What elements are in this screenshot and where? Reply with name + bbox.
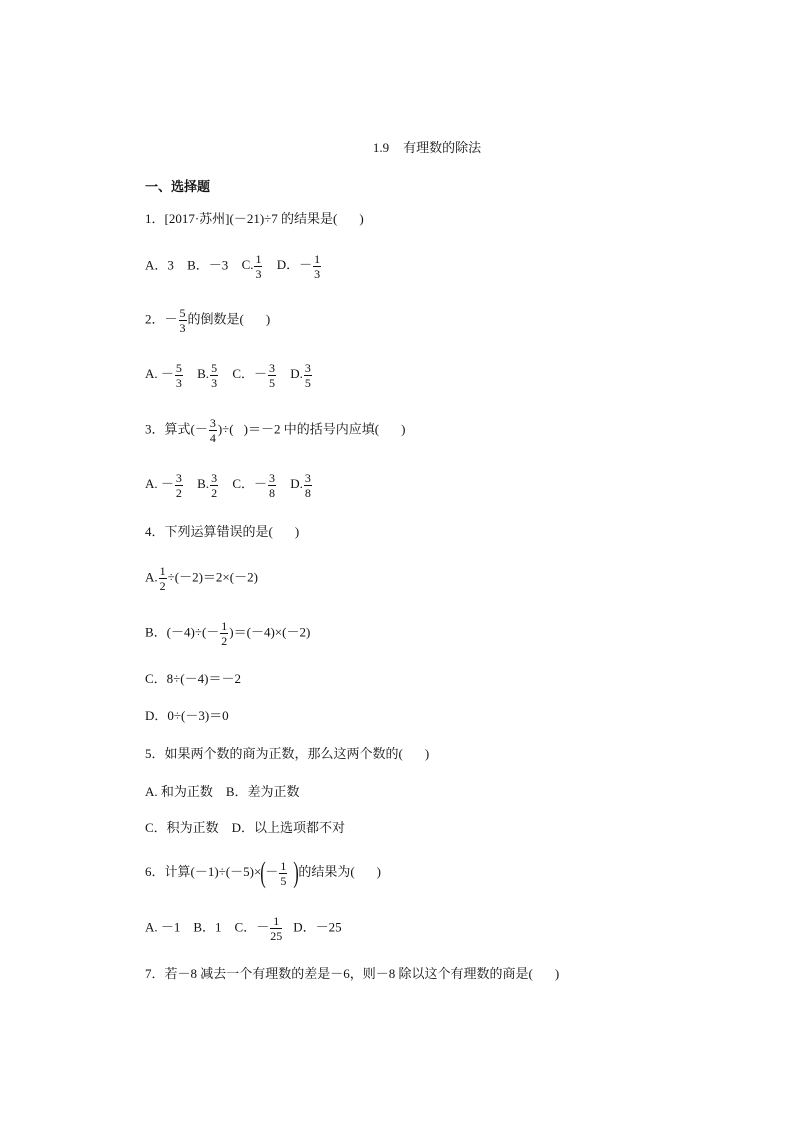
- title-text: 有理数的除法: [403, 140, 482, 155]
- question-1-options: [145, 253, 322, 280]
- q1-option-c: C. $\frac{1}{3}$: [241, 252, 262, 281]
- q1-stem-text: 1．[2017·苏州](－21)÷7 的结果是(: [145, 211, 338, 226]
- question-3-options: [145, 472, 313, 499]
- q3-option-b: B. $\frac{3}{2}$: [197, 471, 218, 500]
- q3-option-a: A. － $\frac{3}{2}$: [145, 471, 182, 500]
- q1-option-a: A．3: [145, 257, 174, 273]
- q3-option-d: D. $\frac{3}{8}$: [290, 471, 311, 500]
- question-5-stem: 5．如果两个数的商为正数，那么这两个数的( ): [145, 746, 430, 761]
- question-4-stem: 4．下列运算错误的是( ): [145, 524, 300, 539]
- question-2-stem: 2．－ $\frac{5}{3}$ 的倒数是( ): [145, 306, 271, 335]
- question-7-stem: 7．若－8 减去一个有理数的差是－6，则－8 除以这个有理数的商是( ): [145, 966, 560, 981]
- section-number: 1.9: [372, 140, 390, 155]
- q3-option-c: C．－ $\frac{3}{8}$: [232, 471, 275, 500]
- question-6-options: A. －1 B．1 C．－ $\frac{1}{25}$ D．－25: [145, 914, 342, 943]
- page-title: [0, 137, 794, 156]
- q2-option-a: A. － $\frac{5}{3}$: [145, 361, 182, 390]
- question-4-option-c: C．8÷(－4)＝－2: [145, 671, 241, 686]
- q2-option-b: B. $\frac{5}{3}$: [197, 361, 218, 390]
- question-1-stem: [145, 212, 364, 225]
- q1-option-b: B．－3: [187, 257, 229, 273]
- question-5-options-cd: C．积为正数 D．以上选项都不对: [145, 820, 346, 835]
- q1-option-d: D．－ $\frac{1}{3}$: [276, 252, 321, 281]
- question-3-stem: 3．算式(－ $\frac{3}{4}$ )÷( )＝－2 中的括号内应填( ): [145, 416, 406, 445]
- section-heading: 一、选择题: [145, 179, 211, 194]
- question-4-option-d: D．0÷(－3)＝0: [145, 708, 229, 723]
- question-5-options-ab: A. 和为正数 B．差为正数: [145, 784, 300, 799]
- question-4-option-b: B．(－4)÷(－ $\frac{1}{2}$ )＝(－4)×(－2): [145, 619, 311, 648]
- question-6-stem: 6．计算(－1)÷(－5)×(－ $\frac{1}{5}$ )的结果为( ): [145, 856, 381, 889]
- q1-close-paren: ): [359, 211, 364, 226]
- question-2-options: [145, 362, 313, 389]
- q2-option-c: C．－ $\frac{3}{5}$: [232, 361, 275, 390]
- question-4-option-a: A. $\frac{1}{2}$ ÷(－2)＝2×(－2): [145, 564, 258, 593]
- q2-option-d: D. $\frac{3}{5}$: [290, 361, 311, 390]
